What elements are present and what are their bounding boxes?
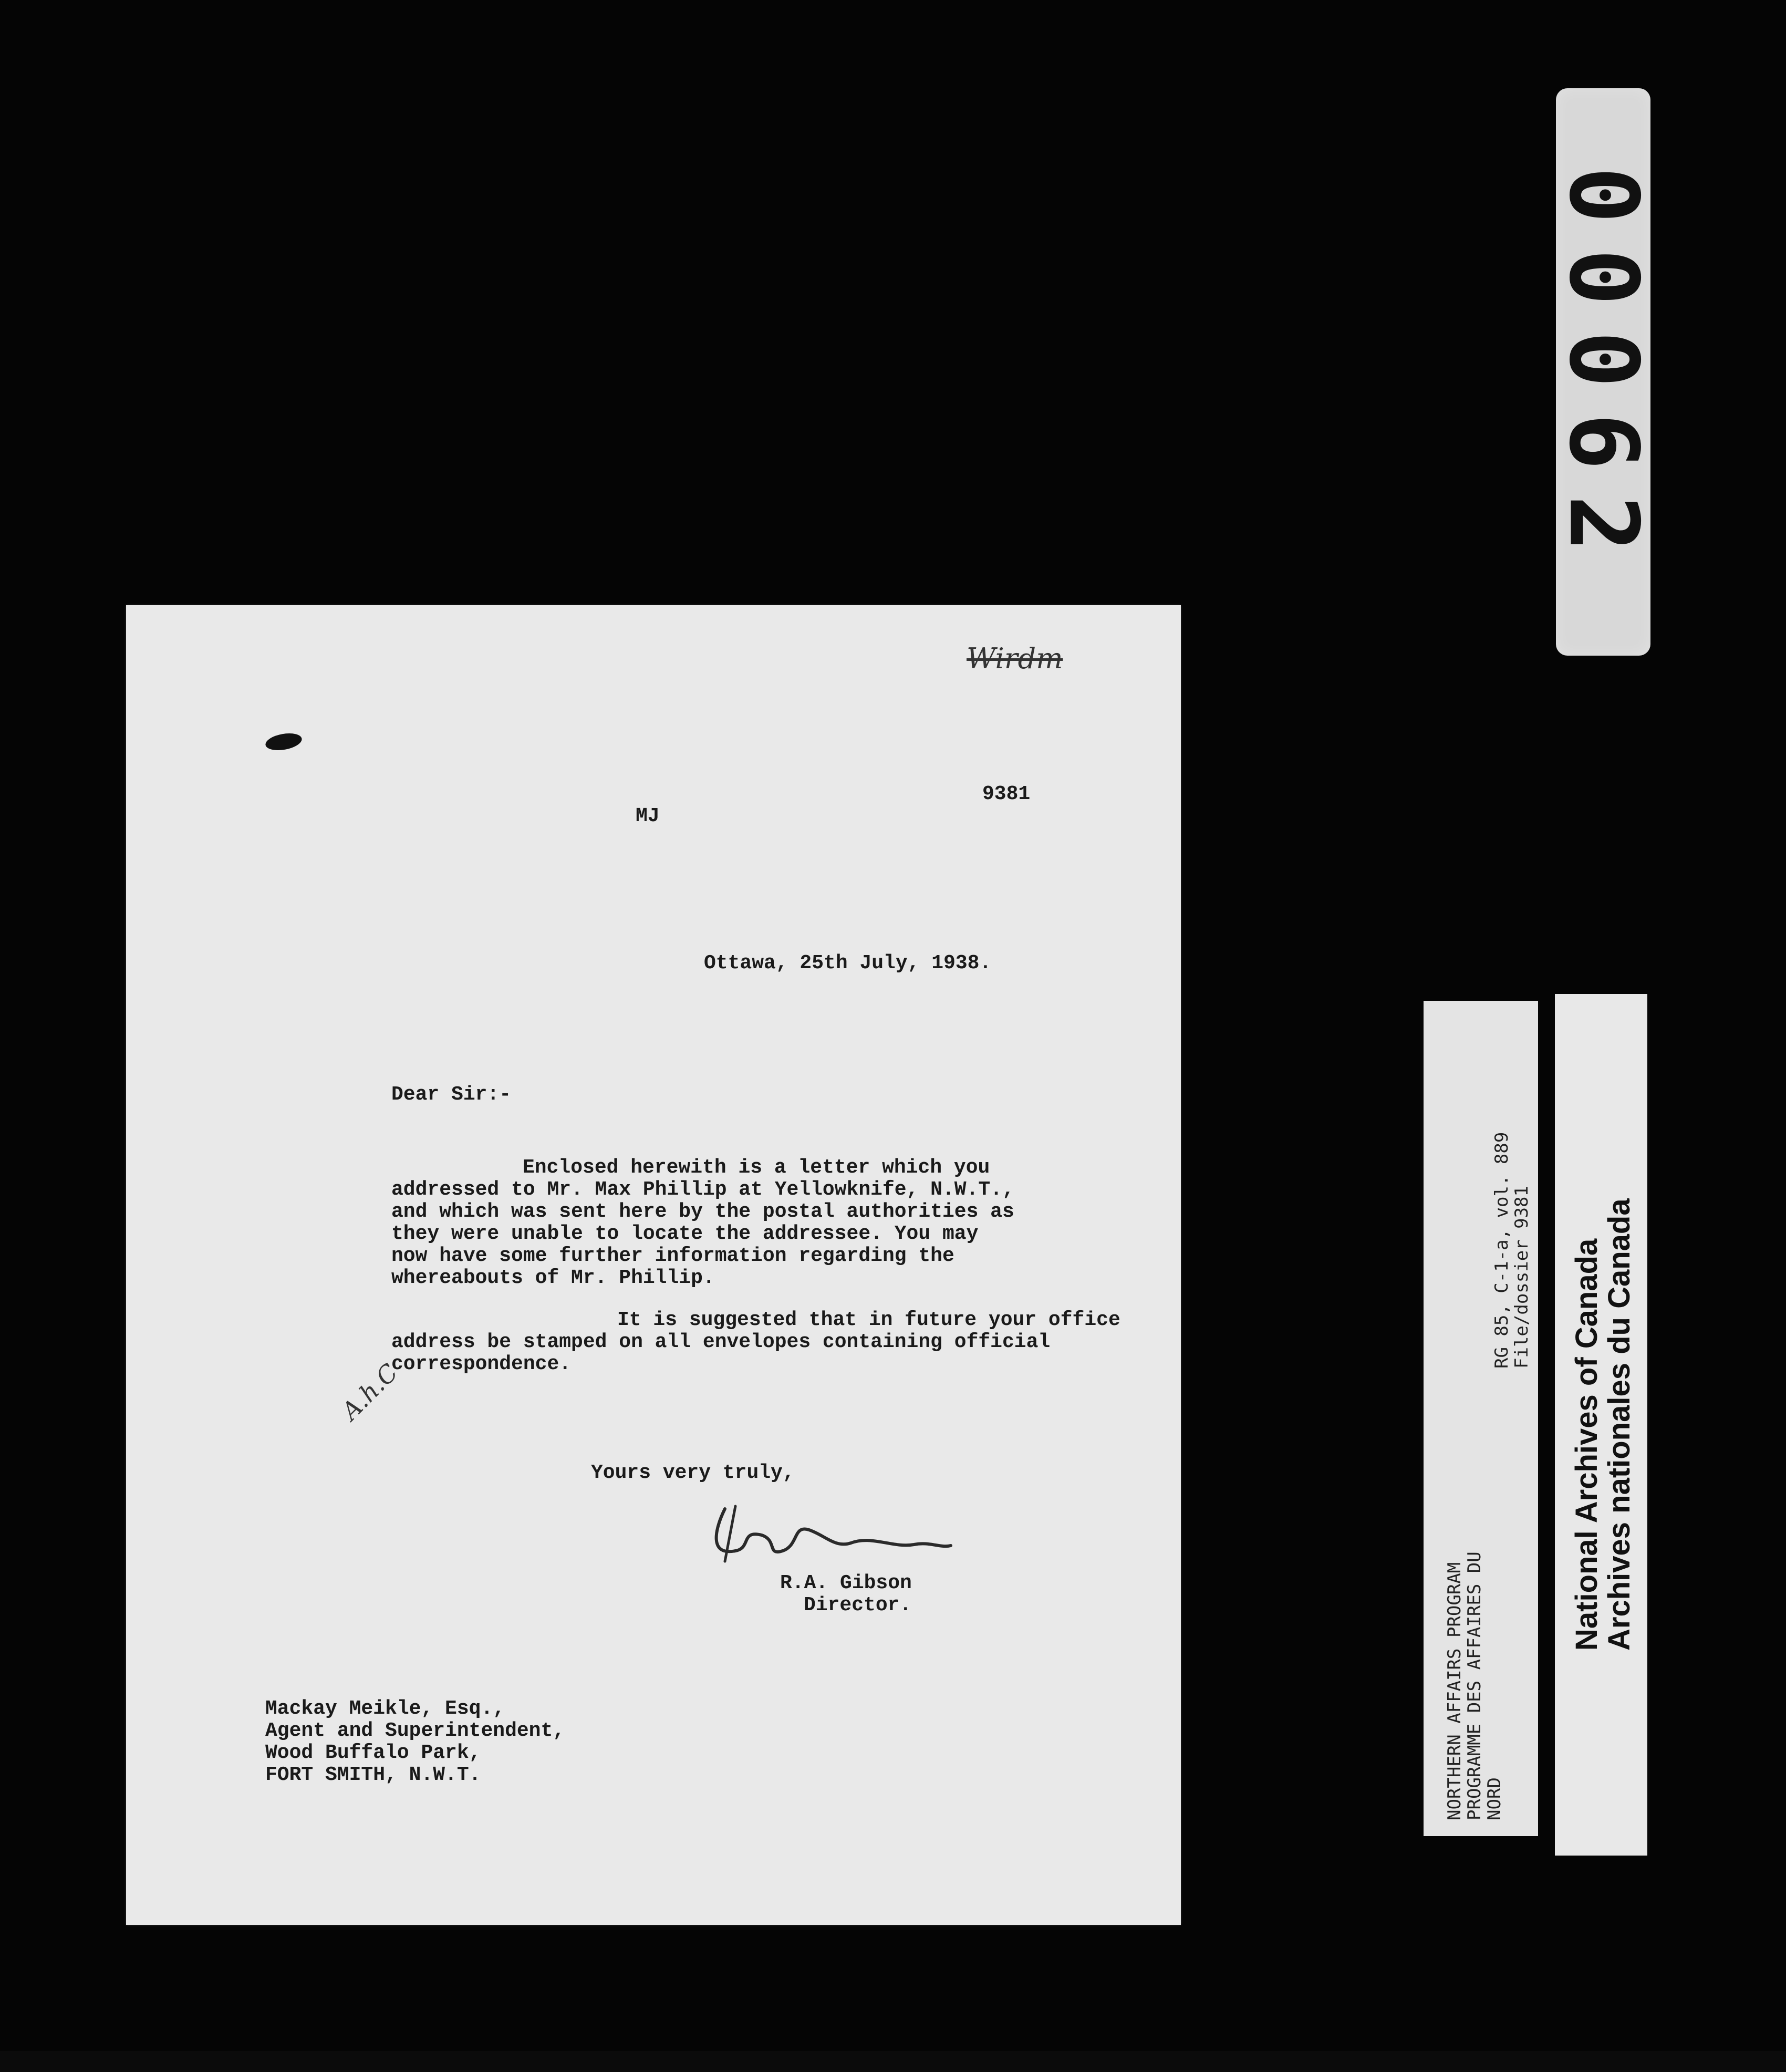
- date-line: Ottawa, 25th July, 1938.: [704, 952, 992, 975]
- recipient-line: Wood Buffalo Park,: [265, 1742, 481, 1764]
- institution-lines: [1571, 1198, 1636, 1651]
- archive-label-institution: [1555, 994, 1647, 1856]
- body-line: Enclosed herewith is a letter which you: [523, 1156, 990, 1179]
- frame-counter: [1548, 88, 1658, 656]
- signer-name: R.A. Gibson: [780, 1572, 912, 1594]
- body-line: whereabouts of Mr. Phillip.: [391, 1267, 715, 1289]
- institution-line: Archives nationales du Canada: [1602, 1198, 1636, 1651]
- file-number: 9381: [982, 783, 1031, 805]
- top-right-handwriting: Wirdm: [967, 642, 1063, 675]
- institution-line: National Archives of Canada: [1570, 1238, 1604, 1651]
- letter-page: [126, 605, 1181, 1925]
- archive-label-program: [1424, 1001, 1538, 1836]
- body-line: and which was sent here by the postal authorities as: [391, 1200, 1014, 1223]
- reference-line: File/dossier 9381: [1511, 1186, 1532, 1369]
- margin-initials: A.h.C: [336, 1358, 403, 1426]
- body-paragraph-2: [391, 1309, 1120, 1375]
- recipient-line: Mackay Meikle, Esq.,: [265, 1697, 505, 1720]
- recipient-block: [265, 1698, 565, 1786]
- salutation: Dear Sir:-: [391, 1083, 512, 1106]
- reference-line: RG 85, C-1-a, vol. 889: [1491, 1132, 1512, 1369]
- ink-blot: [264, 731, 303, 753]
- body-line: now have some further information regarding the: [391, 1245, 954, 1267]
- recipient-line: Agent and Superintendent,: [265, 1719, 565, 1742]
- program-lines: [1445, 1551, 1504, 1820]
- body-paragraph-1: [391, 1157, 1014, 1289]
- program-line: PROGRAMME DES AFFAIRES DU: [1464, 1551, 1485, 1820]
- frame-number: 00062: [1548, 167, 1658, 577]
- body-line: address be stamped on all envelopes containing official: [391, 1331, 1051, 1353]
- body-line: correspondence.: [391, 1353, 572, 1375]
- body-line: It is suggested that in future your office: [617, 1309, 1120, 1331]
- typist-initials: MJ: [636, 805, 660, 827]
- film-edge: [0, 2051, 1786, 2072]
- body-line: they were unable to locate the addressee. You may: [391, 1223, 979, 1245]
- signer-title: Director.: [804, 1594, 912, 1617]
- body-line: addressed to Mr. Max Phillip at Yellowknife, N.W.T.,: [391, 1178, 1014, 1201]
- program-line: NORTHERN AFFAIRS PROGRAM: [1444, 1562, 1465, 1820]
- closing: Yours very truly,: [591, 1462, 795, 1484]
- recipient-line: FORT SMITH, N.W.T.: [265, 1764, 481, 1786]
- signature: [704, 1498, 956, 1567]
- program-line: NORD: [1484, 1777, 1505, 1820]
- reference-lines: [1492, 1132, 1532, 1369]
